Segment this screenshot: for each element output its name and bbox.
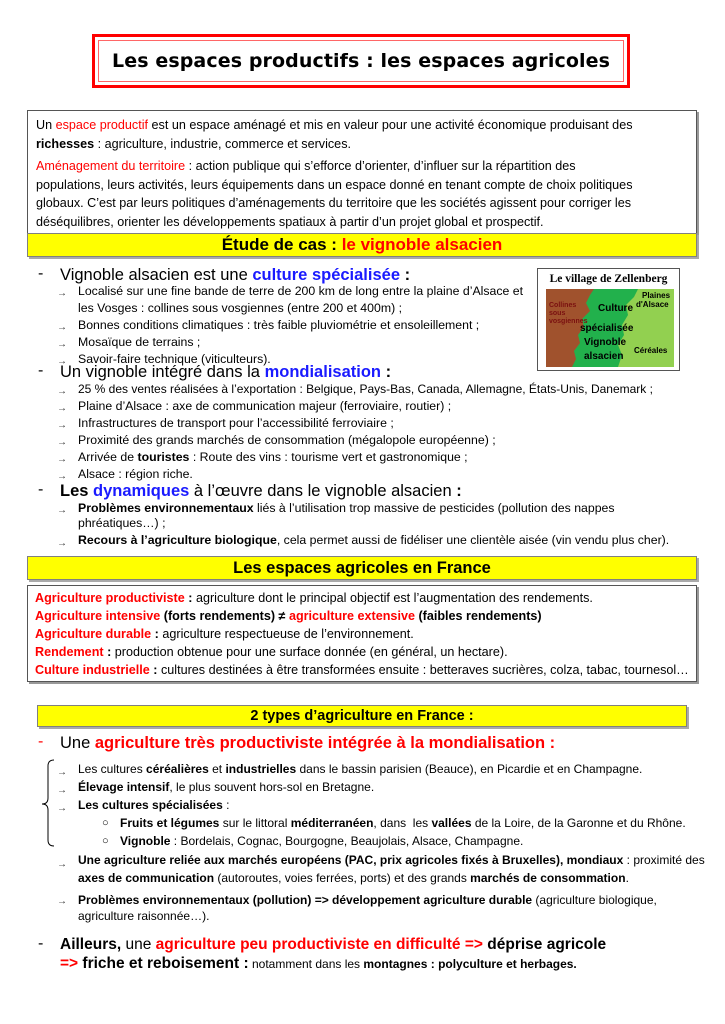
arrow-icon: → [57,471,67,482]
list-item: Savoir-faire technique (viticulteurs). [78,352,271,366]
definition-amenagement: Aménagement du territoire : action publique qui s’efforce d’orienter, d’influer sur la répartition des populations, leurs activités, leurs équipements dans un espace donné en tenant compte de choix politiques globaux. C’est par leurs politiques d’aménagements du territoire que les sociétés agissent pour corriger les déséquilibres, orienter les développements spatiaux à partir d’un projet global et prospectif. [36,159,633,229]
svg-text:Vignoble: Vignoble [584,337,627,348]
definition-espace-productif: Un espace productif est un espace aménagé et mis en valeur pour une activité économique produisant des richesses : agriculture, industrie, commerce et services. [36,118,633,151]
list-item: Les cultures céréalières et industrielles dans le bassin parisien (Beauce), en Picardie et en Champagne. [78,762,643,776]
arrow-icon: → [57,767,67,778]
list-item: Proximité des grands marchés de consommation (mégalopole européenne) ; [78,433,496,447]
list-item: Arrivée de touristes : Route des vins : tourisme vert et gastronomique ; [78,450,468,464]
case-study-header: Étude de cas : le vignoble alsacien [27,233,697,257]
page-title: Les espaces productifs : les espaces agricoles [112,50,610,72]
svg-text:Céréales: Céréales [634,346,668,355]
arrow-icon: → [57,386,67,397]
arrow-icon: → [57,538,67,549]
list-item: Localisé sur une fine bande de terre de 200 km de long entre la plaine d’Alsace et [78,284,524,298]
two-types-header: 2 types d’agriculture en France : [37,705,687,727]
definitions-box [27,110,697,237]
list-item-cont: agriculture raisonnée…). [78,909,210,923]
svg-text:d'Alsace: d'Alsace [636,300,669,309]
arrow-icon: → [57,454,67,465]
circle-bullet-icon: ○ [102,835,109,847]
arrow-icon: → [57,356,67,367]
arrow-icon: → [57,322,67,333]
arrow-icon: → [57,403,67,414]
section-dynamiques: Les dynamiques à l’œuvre dans le vignoble alsacien : [60,482,462,500]
svg-text:sous: sous [549,310,566,317]
section-mondialisation: Un vignoble intégré dans la mondialisation : [60,363,392,381]
arrow-icon: → [57,896,67,907]
section-culture-specialisee: Vignoble alsacien est une culture spécialisée : [60,266,411,284]
list-item: Alsace : région riche. [78,467,193,481]
type1-heading: Une agriculture très productiviste intégrée à la mondialisation : [60,734,556,752]
svg-text:Collines: Collines [549,302,577,309]
list-item: 25 % des ventes réalisées à l’exportation : Belgique, Pays-Bas, Canada, Allemagne, États-Unis, Danemark ; [78,382,653,396]
agri-definitions-box [27,585,697,682]
sub-list-item: Fruits et légumes sur le littoral méditerranéen, dans les vallées de la Loire, de la Garonne et du Rhône. [120,816,686,830]
term-espace-productif: espace productif [55,118,149,132]
list-item: Mosaïque de terrains ; [78,335,201,349]
svg-text:Culture: Culture [598,303,633,314]
arrow-icon: → [57,437,67,448]
list-item: Recours à l’agriculture biologique, cela permet aussi de fidéliser une clientèle aisée (vin vendu plus cher). [78,533,670,547]
arrow-icon: → [57,803,67,814]
arrow-icon: → [57,420,67,431]
list-item: Plaine d’Alsace : axe de communication majeur (ferroviaire, routier) ; [78,399,452,413]
arrow-icon: → [57,505,67,516]
dash-bullet: - [38,265,44,282]
list-item: Élevage intensif, le plus souvent hors-sol en Bretagne. [78,780,375,794]
arrow-icon: → [57,288,67,299]
zellenberg-map [537,268,680,371]
dash-bullet: - [38,362,44,379]
def-intensive-extensive: Agriculture intensive (forts rendements) ≠ agriculture extensive (faibles rendements) [35,609,542,623]
type2-heading-cont: => friche et reboisement : notamment dans les montagnes : polyculture et herbages. [60,955,577,972]
list-item: Bonnes conditions climatiques : très faible pluviométrie et ensoleillement ; [78,318,480,332]
list-item-cont: phréatiques…) ; [78,516,166,530]
title-box [92,34,630,88]
dash-bullet: - [38,481,44,498]
list-item: Problèmes environnementaux liés à l’utilisation trop massive de pesticides (pollution des nappes [78,501,615,515]
dash-bullet: - [38,935,44,952]
dash-bullet: - [38,733,44,750]
def-durable: Agriculture durable : agriculture respectueuse de l’environnement. [35,627,414,641]
vineyard-map-image [546,289,674,367]
term-richesses: richesses [36,136,95,151]
sub-list-item: Vignoble : Bordelais, Cognac, Bourgogne, Beaujolais, Alsace, Champagne. [120,834,524,848]
list-item: Infrastructures de transport pour l’accessibilité ferroviaire ; [78,416,394,430]
list-item: Les cultures spécialisées : [78,798,230,812]
term-amenagement: Aménagement du territoire [36,159,186,173]
def-productiviste: Agriculture productiviste : agriculture dont le principal objectif est l’augmentation des rendements. [35,591,593,605]
svg-text:vosgiennes: vosgiennes [549,318,588,325]
list-item-cont: axes de communication (autoroutes, voies ferrées, ports) et des grands marchés de consommation. [78,871,629,885]
list-item: Problèmes environnementaux (pollution) => développement agriculture durable (agriculture biologique, [78,893,657,907]
arrow-icon: → [57,339,67,350]
type2-heading: Ailleurs, une agriculture peu productiviste en difficulté => déprise agricole [60,936,607,953]
map-title: Le village de Zellenberg [549,273,668,285]
svg-text:Plaines: Plaines [642,291,671,300]
curly-brace-icon [40,758,56,848]
agri-france-header: Les espaces agricoles en France [27,556,697,580]
arrow-icon: → [57,859,67,870]
def-rendement: Rendement : production obtenue pour une surface donnée (en général, un hectare). [35,645,508,659]
svg-text:spécialisée: spécialisée [580,323,634,334]
def-culture-industrielle: Culture industrielle : cultures destinées à être transformées ensuite : betteraves sucrières, colza, tabac, tournesol… [35,663,689,677]
list-item-cont: les Vosges : collines sous vosgiennes (entre 200 et 400m) ; [78,301,402,315]
arrow-icon: → [57,785,67,796]
circle-bullet-icon: ○ [102,817,109,829]
list-item: Une agriculture reliée aux marchés européens (PAC, prix agricoles fixés à Bruxelles), mondiaux : proximité des [78,853,705,867]
svg-text:alsacien: alsacien [584,351,624,362]
